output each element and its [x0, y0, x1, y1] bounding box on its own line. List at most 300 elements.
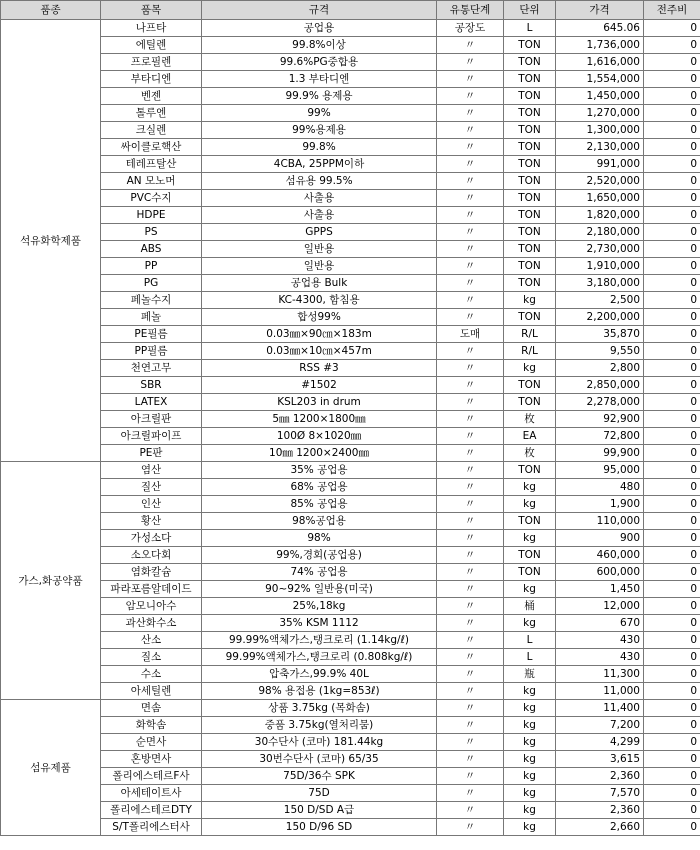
price-cell: 1,616,000: [556, 54, 644, 71]
price-cell: 1,300,000: [556, 122, 644, 139]
unit-cell: EA: [504, 428, 556, 445]
unit-cell: kg: [504, 496, 556, 513]
table-row: [1, 785, 700, 802]
distribution-cell: 〃: [437, 88, 504, 105]
change-cell: 0: [644, 20, 700, 37]
price-cell: 7,570: [556, 785, 644, 802]
spec-cell: 98%: [202, 530, 437, 547]
unit-cell: TON: [504, 394, 556, 411]
unit-cell: TON: [504, 309, 556, 326]
distribution-cell: 〃: [437, 479, 504, 496]
price-cell: 99,900: [556, 445, 644, 462]
item-cell: 염화칼슘: [101, 564, 202, 581]
unit-cell: kg: [504, 802, 556, 819]
price-cell: 1,650,000: [556, 190, 644, 207]
price-cell: 1,736,000: [556, 37, 644, 54]
distribution-cell: 〃: [437, 819, 504, 836]
price-cell: 2,850,000: [556, 377, 644, 394]
item-cell: 페놀: [101, 309, 202, 326]
spec-cell: KC-4300, 함침용: [202, 292, 437, 309]
spec-cell: 4CBA, 25PPM이하: [202, 156, 437, 173]
table-row: [1, 479, 700, 496]
table-row: [1, 343, 700, 360]
price-cell: 11,300: [556, 666, 644, 683]
spec-cell: 35% 공업용: [202, 462, 437, 479]
price-cell: 1,554,000: [556, 71, 644, 88]
change-cell: 0: [644, 513, 700, 530]
distribution-cell: 〃: [437, 615, 504, 632]
price-cell: 645.06: [556, 20, 644, 37]
price-cell: 2,730,000: [556, 241, 644, 258]
change-cell: 0: [644, 649, 700, 666]
price-cell: 2,200,000: [556, 309, 644, 326]
table-row: [1, 649, 700, 666]
spec-cell: 섬유용 99.5%: [202, 173, 437, 190]
change-cell: 0: [644, 428, 700, 445]
change-cell: 0: [644, 547, 700, 564]
table-row: [1, 54, 700, 71]
price-cell: 110,000: [556, 513, 644, 530]
change-cell: 0: [644, 258, 700, 275]
header-item: 품목: [101, 1, 202, 20]
unit-cell: 枚: [504, 411, 556, 428]
item-cell: 혼방면사: [101, 751, 202, 768]
distribution-cell: 〃: [437, 683, 504, 700]
item-cell: 톨루엔: [101, 105, 202, 122]
item-cell: 페놀수지: [101, 292, 202, 309]
table-row: [1, 88, 700, 105]
distribution-cell: 〃: [437, 71, 504, 88]
table-row: [1, 547, 700, 564]
spec-cell: 30번수단사 (코마) 65/35: [202, 751, 437, 768]
spec-cell: 5㎜ 1200×1800㎜: [202, 411, 437, 428]
table-row: [1, 615, 700, 632]
table-row: [1, 700, 700, 717]
price-cell: 3,180,000: [556, 275, 644, 292]
unit-cell: R/L: [504, 326, 556, 343]
distribution-cell: 〃: [437, 802, 504, 819]
distribution-cell: 〃: [437, 428, 504, 445]
header-price: 가격: [556, 1, 644, 20]
unit-cell: TON: [504, 564, 556, 581]
change-cell: 0: [644, 819, 700, 836]
table-row: [1, 122, 700, 139]
unit-cell: kg: [504, 292, 556, 309]
change-cell: 0: [644, 785, 700, 802]
unit-cell: TON: [504, 513, 556, 530]
distribution-cell: 〃: [437, 156, 504, 173]
item-cell: 싸이클로핵산: [101, 139, 202, 156]
unit-cell: TON: [504, 139, 556, 156]
table-row: [1, 292, 700, 309]
price-cell: 2,360: [556, 802, 644, 819]
unit-cell: kg: [504, 819, 556, 836]
distribution-cell: 〃: [437, 547, 504, 564]
item-cell: LATEX: [101, 394, 202, 411]
change-cell: 0: [644, 71, 700, 88]
change-cell: 0: [644, 717, 700, 734]
price-cell: 430: [556, 649, 644, 666]
distribution-cell: 〃: [437, 649, 504, 666]
change-cell: 0: [644, 292, 700, 309]
distribution-cell: 〃: [437, 496, 504, 513]
table-row: [1, 411, 700, 428]
table-row: [1, 139, 700, 156]
spec-cell: 99.99%액체가스,탱크로리 (0.808kg/ℓ): [202, 649, 437, 666]
distribution-cell: 〃: [437, 411, 504, 428]
item-cell: 수소: [101, 666, 202, 683]
price-cell: 11,400: [556, 700, 644, 717]
spec-cell: 사출용: [202, 207, 437, 224]
price-cell: 900: [556, 530, 644, 547]
item-cell: 산소: [101, 632, 202, 649]
spec-cell: 0.03㎜×10㎝×457m: [202, 343, 437, 360]
spec-cell: 1.3 부타디엔: [202, 71, 437, 88]
table-row: [1, 224, 700, 241]
table-row: [1, 632, 700, 649]
spec-cell: 0.03㎜×90㎝×183m: [202, 326, 437, 343]
spec-cell: KSL203 in drum: [202, 394, 437, 411]
distribution-cell: 〃: [437, 224, 504, 241]
change-cell: 0: [644, 581, 700, 598]
spec-cell: 99.9% 용제용: [202, 88, 437, 105]
unit-cell: TON: [504, 258, 556, 275]
change-cell: 0: [644, 496, 700, 513]
change-cell: 0: [644, 173, 700, 190]
item-cell: PP: [101, 258, 202, 275]
spec-cell: 상품 3.75kg (목화솜): [202, 700, 437, 717]
price-cell: 1,450,000: [556, 88, 644, 105]
table-row: [1, 717, 700, 734]
unit-cell: kg: [504, 360, 556, 377]
change-cell: 0: [644, 343, 700, 360]
table-row: [1, 377, 700, 394]
distribution-cell: 〃: [437, 343, 504, 360]
change-cell: 0: [644, 666, 700, 683]
distribution-cell: 〃: [437, 37, 504, 54]
price-cell: 2,180,000: [556, 224, 644, 241]
spec-cell: 압축가스,99.9% 40L: [202, 666, 437, 683]
table-row: [1, 564, 700, 581]
unit-cell: TON: [504, 105, 556, 122]
price-cell: 2,130,000: [556, 139, 644, 156]
change-cell: 0: [644, 207, 700, 224]
table-row: [1, 683, 700, 700]
spec-cell: GPPS: [202, 224, 437, 241]
spec-cell: 공업용 Bulk: [202, 275, 437, 292]
unit-cell: kg: [504, 734, 556, 751]
spec-cell: 75D/36수 SPK: [202, 768, 437, 785]
price-cell: 2,360: [556, 768, 644, 785]
table-row: [1, 258, 700, 275]
price-cell: 460,000: [556, 547, 644, 564]
change-cell: 0: [644, 377, 700, 394]
unit-cell: L: [504, 649, 556, 666]
unit-cell: L: [504, 20, 556, 37]
distribution-cell: 〃: [437, 309, 504, 326]
table-row: [1, 734, 700, 751]
item-cell: ABS: [101, 241, 202, 258]
distribution-cell: 도매: [437, 326, 504, 343]
header-weekly-change: 전주비: [644, 1, 700, 20]
change-cell: 0: [644, 122, 700, 139]
spec-cell: 85% 공업용: [202, 496, 437, 513]
distribution-cell: 〃: [437, 598, 504, 615]
distribution-cell: 〃: [437, 564, 504, 581]
unit-cell: TON: [504, 122, 556, 139]
spec-cell: 100Ø 8×1020㎜: [202, 428, 437, 445]
change-cell: 0: [644, 326, 700, 343]
spec-cell: 중품 3.75kg(열처리뭄): [202, 717, 437, 734]
change-cell: 0: [644, 88, 700, 105]
price-cell: 11,000: [556, 683, 644, 700]
unit-cell: R/L: [504, 343, 556, 360]
change-cell: 0: [644, 598, 700, 615]
change-cell: 0: [644, 156, 700, 173]
spec-cell: 98% 용접용 (1kg=853ℓ): [202, 683, 437, 700]
item-cell: 아크릴파이프: [101, 428, 202, 445]
distribution-cell: 〃: [437, 105, 504, 122]
table-row: [1, 802, 700, 819]
distribution-cell: 〃: [437, 360, 504, 377]
spec-cell: 10㎜ 1200×2400㎜: [202, 445, 437, 462]
change-cell: 0: [644, 479, 700, 496]
item-cell: PVC수지: [101, 190, 202, 207]
table-row: [1, 360, 700, 377]
distribution-cell: 〃: [437, 581, 504, 598]
price-cell: 2,800: [556, 360, 644, 377]
distribution-cell: 〃: [437, 513, 504, 530]
spec-cell: 공업용: [202, 20, 437, 37]
distribution-cell: 〃: [437, 275, 504, 292]
item-cell: 아세틸렌: [101, 683, 202, 700]
unit-cell: kg: [504, 479, 556, 496]
category-cell: 가스,화공약품: [1, 462, 101, 700]
header-spec: 규격: [202, 1, 437, 20]
category-cell: 섬유제품: [1, 700, 101, 836]
change-cell: 0: [644, 445, 700, 462]
table-row: [1, 513, 700, 530]
change-cell: 0: [644, 224, 700, 241]
item-cell: 황산: [101, 513, 202, 530]
item-cell: 폴리에스테르F사: [101, 768, 202, 785]
unit-cell: TON: [504, 190, 556, 207]
change-cell: 0: [644, 564, 700, 581]
item-cell: 아세테이트사: [101, 785, 202, 802]
unit-cell: TON: [504, 462, 556, 479]
spec-cell: 35% KSM 1112: [202, 615, 437, 632]
table-row: [1, 751, 700, 768]
table-row: [1, 530, 700, 547]
distribution-cell: 〃: [437, 462, 504, 479]
change-cell: 0: [644, 54, 700, 71]
price-cell: 480: [556, 479, 644, 496]
spec-cell: 사출용: [202, 190, 437, 207]
change-cell: 0: [644, 241, 700, 258]
table-header: [1, 1, 700, 20]
unit-cell: L: [504, 632, 556, 649]
item-cell: 테레프탈산: [101, 156, 202, 173]
table-row: [1, 768, 700, 785]
spec-cell: 일반용: [202, 241, 437, 258]
distribution-cell: 〃: [437, 445, 504, 462]
unit-cell: TON: [504, 275, 556, 292]
price-cell: 9,550: [556, 343, 644, 360]
price-cell: 991,000: [556, 156, 644, 173]
spec-cell: 99.99%액체가스,탱크로리 (1.14kg/ℓ): [202, 632, 437, 649]
spec-cell: 99%: [202, 105, 437, 122]
unit-cell: kg: [504, 717, 556, 734]
unit-cell: TON: [504, 71, 556, 88]
item-cell: 천연고무: [101, 360, 202, 377]
item-cell: PE필름: [101, 326, 202, 343]
unit-cell: TON: [504, 377, 556, 394]
spec-cell: 25%,18kg: [202, 598, 437, 615]
table-row: [1, 37, 700, 54]
distribution-cell: 〃: [437, 173, 504, 190]
item-cell: 화학솜: [101, 717, 202, 734]
item-cell: 면솜: [101, 700, 202, 717]
distribution-cell: 〃: [437, 139, 504, 156]
spec-cell: 30수단사 (코마) 181.44kg: [202, 734, 437, 751]
item-cell: 질산: [101, 479, 202, 496]
spec-cell: 98%공업용: [202, 513, 437, 530]
change-cell: 0: [644, 275, 700, 292]
item-cell: 폴리에스테르DTY: [101, 802, 202, 819]
price-cell: 600,000: [556, 564, 644, 581]
price-cell: 7,200: [556, 717, 644, 734]
table-row: [1, 496, 700, 513]
item-cell: 인산: [101, 496, 202, 513]
change-cell: 0: [644, 700, 700, 717]
distribution-cell: 〃: [437, 394, 504, 411]
item-cell: 아크릴판: [101, 411, 202, 428]
item-cell: AN 모노머: [101, 173, 202, 190]
distribution-cell: 〃: [437, 241, 504, 258]
spec-cell: 75D: [202, 785, 437, 802]
price-cell: 1,910,000: [556, 258, 644, 275]
header-distribution: 유통단계: [437, 1, 504, 20]
table-row: [1, 275, 700, 292]
spec-cell: 합성99%: [202, 309, 437, 326]
price-cell: 95,000: [556, 462, 644, 479]
spec-cell: 99.8%: [202, 139, 437, 156]
price-cell: 2,660: [556, 819, 644, 836]
change-cell: 0: [644, 751, 700, 768]
unit-cell: 桶: [504, 598, 556, 615]
table-row: [1, 581, 700, 598]
distribution-cell: 〃: [437, 377, 504, 394]
price-cell: 35,870: [556, 326, 644, 343]
item-cell: PE판: [101, 445, 202, 462]
item-cell: 암모니아수: [101, 598, 202, 615]
change-cell: 0: [644, 615, 700, 632]
change-cell: 0: [644, 360, 700, 377]
change-cell: 0: [644, 768, 700, 785]
spec-cell: 68% 공업용: [202, 479, 437, 496]
distribution-cell: 〃: [437, 632, 504, 649]
spec-cell: 99.8%이상: [202, 37, 437, 54]
item-cell: PG: [101, 275, 202, 292]
spec-cell: 150 D/96 SD: [202, 819, 437, 836]
change-cell: 0: [644, 190, 700, 207]
spec-cell: 99%,경회(공업용): [202, 547, 437, 564]
distribution-cell: 〃: [437, 751, 504, 768]
item-cell: 가성소다: [101, 530, 202, 547]
item-cell: HDPE: [101, 207, 202, 224]
price-cell: 92,900: [556, 411, 644, 428]
item-cell: 부타디엔: [101, 71, 202, 88]
header-unit: 단위: [504, 1, 556, 20]
unit-cell: kg: [504, 751, 556, 768]
unit-cell: kg: [504, 683, 556, 700]
item-cell: 소오다회: [101, 547, 202, 564]
item-cell: 크실렌: [101, 122, 202, 139]
unit-cell: kg: [504, 768, 556, 785]
price-cell: 2,520,000: [556, 173, 644, 190]
distribution-cell: 〃: [437, 190, 504, 207]
change-cell: 0: [644, 139, 700, 156]
change-cell: 0: [644, 394, 700, 411]
change-cell: 0: [644, 530, 700, 547]
spec-cell: 일반용: [202, 258, 437, 275]
item-cell: 질소: [101, 649, 202, 666]
item-cell: SBR: [101, 377, 202, 394]
unit-cell: TON: [504, 224, 556, 241]
table-row: [1, 445, 700, 462]
spec-cell: RSS #3: [202, 360, 437, 377]
change-cell: 0: [644, 309, 700, 326]
distribution-cell: 〃: [437, 734, 504, 751]
table-row: [1, 105, 700, 122]
price-cell: 4,299: [556, 734, 644, 751]
table-row: [1, 428, 700, 445]
price-cell: 1,450: [556, 581, 644, 598]
unit-cell: TON: [504, 37, 556, 54]
spec-cell: 90~92% 일반용(미국): [202, 581, 437, 598]
table-row: [1, 819, 700, 836]
change-cell: 0: [644, 683, 700, 700]
distribution-cell: 〃: [437, 785, 504, 802]
table-row: [1, 156, 700, 173]
distribution-cell: 〃: [437, 54, 504, 71]
unit-cell: kg: [504, 785, 556, 802]
spec-cell: 74% 공업용: [202, 564, 437, 581]
distribution-cell: 〃: [437, 207, 504, 224]
change-cell: 0: [644, 734, 700, 751]
table-row: [1, 394, 700, 411]
price-cell: 670: [556, 615, 644, 632]
price-cell: 2,500: [556, 292, 644, 309]
table-row: [1, 71, 700, 88]
item-cell: 과산화수소: [101, 615, 202, 632]
price-cell: 2,278,000: [556, 394, 644, 411]
item-cell: 순면사: [101, 734, 202, 751]
item-cell: PS: [101, 224, 202, 241]
unit-cell: kg: [504, 615, 556, 632]
price-cell: 3,615: [556, 751, 644, 768]
table-row: [1, 20, 700, 37]
change-cell: 0: [644, 37, 700, 54]
table-row: [1, 666, 700, 683]
distribution-cell: 〃: [437, 717, 504, 734]
price-cell: 430: [556, 632, 644, 649]
distribution-cell: 〃: [437, 292, 504, 309]
unit-cell: 枚: [504, 445, 556, 462]
table-body: [1, 20, 700, 836]
unit-cell: TON: [504, 241, 556, 258]
item-cell: S/T폴리에스터사: [101, 819, 202, 836]
